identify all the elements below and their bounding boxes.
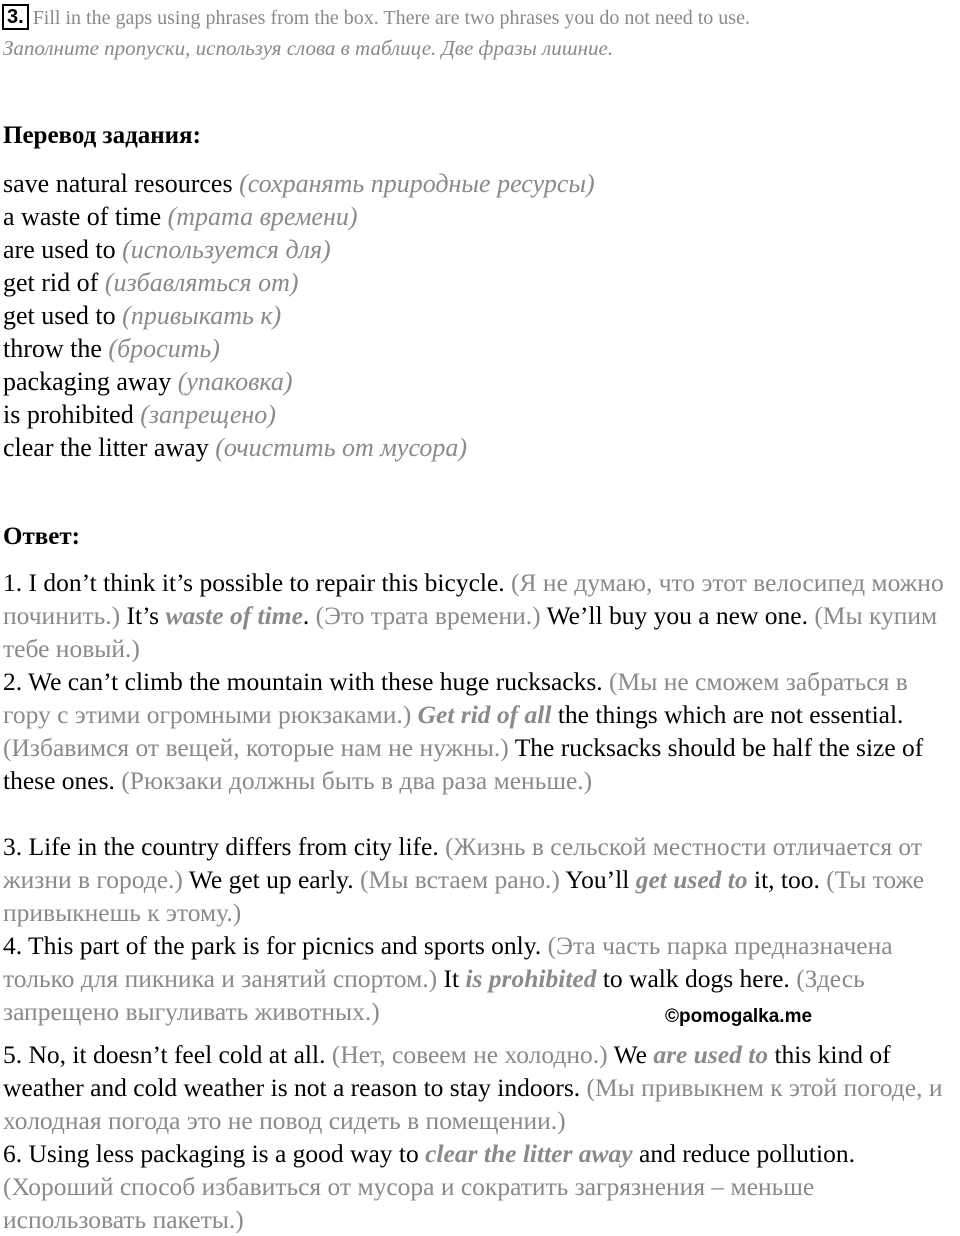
vocab-item <box>3 299 595 332</box>
vocab-ru: (очистить от мусора) <box>215 433 467 462</box>
vocab-en: clear the litter away <box>3 433 209 462</box>
answer-phrase: get used to <box>635 865 748 894</box>
vocab-en: save natural resources <box>3 169 233 198</box>
vocab-item <box>3 233 595 266</box>
answer-3 <box>3 830 958 929</box>
sentence: to walk dogs here. <box>602 964 790 993</box>
sentence: the things which are not essential. <box>557 700 904 729</box>
sentence: and reduce pollution. <box>639 1139 855 1168</box>
translation: (Нет, совеем не холодно.) <box>331 1040 608 1069</box>
answer-4 <box>3 929 958 1028</box>
translation: (Мы встаем рано.) <box>360 865 560 894</box>
answer-2 <box>3 665 958 797</box>
task-header <box>2 4 952 32</box>
answer-phrase: clear the litter away <box>425 1139 633 1168</box>
translation: (Жизнь в сельской местности отличается от жизни в городе.) <box>3 832 922 894</box>
vocab-item <box>3 167 595 200</box>
vocab-item <box>3 332 595 365</box>
sentence: We get up early. <box>188 865 354 894</box>
vocab-ru: (бросить) <box>108 334 220 363</box>
translation: (Избавимся от вещей, которые нам не нужны.) <box>3 733 509 762</box>
vocab-en: throw the <box>3 334 102 363</box>
vocab-ru: (сохранять природные ресурсы) <box>239 169 595 198</box>
vocab-en: are used to <box>3 235 116 264</box>
translation: (Ты тоже привыкнешь к этому.) <box>3 865 925 927</box>
vocab-ru: (избавляться от) <box>104 268 299 297</box>
translation: (Мы привыкнем к этой погоде, и холодная погода это не повод сидеть в помещении.) <box>3 1073 943 1135</box>
task-number: 3. <box>2 4 29 30</box>
sentence: The rucksacks should be half the size of these ones. <box>3 733 924 795</box>
vocab-en: get used to <box>3 301 116 330</box>
task-instruction-en: Fill in the gaps using phrases from the box. There are two phrases you do not need to use. <box>32 7 750 29</box>
answer-phrase: is prohibited <box>465 964 597 993</box>
sentence: You’ll <box>565 865 630 894</box>
translation: (Рюкзаки должны быть в два раза меньше.) <box>121 766 593 795</box>
sentence: 4. This part of the park is for picnics and sports only. <box>3 931 542 960</box>
answer-phrase: are used to <box>653 1040 769 1069</box>
vocab-en: a waste of time <box>3 202 162 231</box>
sentence: We’ll buy you a new one. <box>546 601 808 630</box>
translation: (Здесь запрещено выгуливать животных.) <box>3 964 865 1026</box>
answer-5 <box>3 1038 958 1137</box>
sentence: it, too. <box>754 865 820 894</box>
translation: (Эта часть парка предназначена только для пикника и занятий спортом.) <box>3 931 893 993</box>
translation: (Это трата времени.) <box>315 601 541 630</box>
vocab-ru: (трата времени) <box>167 202 358 231</box>
vocab-item <box>3 431 595 464</box>
vocab-en: is prohibited <box>3 400 134 429</box>
translation: (Мы не сможем забраться в гору с этими огромными рюкзаками.) <box>3 667 908 729</box>
vocab-ru: (упаковка) <box>177 367 293 396</box>
vocab-ru: (запрещено) <box>140 400 276 429</box>
vocab-ru: (привыкать к) <box>122 301 282 330</box>
translation: (Хороший способ избавиться от мусора и сократить загрязнения – меньше использовать пакеты.) <box>3 1172 815 1234</box>
translation-heading: Перевод задания: <box>3 122 201 149</box>
sentence: 2. We can’t climb the mountain with these huge rucksacks. <box>3 667 603 696</box>
vocab-item <box>3 365 595 398</box>
answer-phrase: Get rid of all <box>417 700 552 729</box>
vocab-list <box>3 167 595 464</box>
sentence: 6. Using less packaging is a good way to <box>3 1139 419 1168</box>
sentence: It <box>443 964 460 993</box>
task-instruction-ru: Заполните пропуски, используя слова в таблице. Две фразы лишние. <box>3 36 614 60</box>
sentence: It’s <box>126 601 160 630</box>
vocab-en: get rid of <box>3 268 99 297</box>
sentence: We <box>613 1040 647 1069</box>
vocab-en: packaging away <box>3 367 172 396</box>
answer-phrase: waste of time <box>165 601 303 630</box>
sentence: . <box>302 601 310 630</box>
vocab-item <box>3 398 595 431</box>
answer-6 <box>3 1137 958 1236</box>
answer-heading: Ответ: <box>3 523 80 550</box>
vocab-item <box>3 266 595 299</box>
vocab-item <box>3 200 595 233</box>
sentence: 1. I don’t think it’s possible to repair this bicycle. <box>3 568 505 597</box>
sentence: 5. No, it doesn’t feel cold at all. <box>3 1040 326 1069</box>
answer-1 <box>3 566 958 665</box>
sentence: this kind of weather and cold weather is not a reason to stay indoors. <box>3 1040 891 1102</box>
translation: (Я не думаю, что этот велосипед можно починить.) <box>3 568 944 630</box>
watermark: ©pomogalka.me <box>665 1006 813 1027</box>
sentence: 3. Life in the country differs from city life. <box>3 832 439 861</box>
translation: (Мы купим тебе новый.) <box>3 601 938 663</box>
vocab-ru: (используется для) <box>122 235 331 264</box>
